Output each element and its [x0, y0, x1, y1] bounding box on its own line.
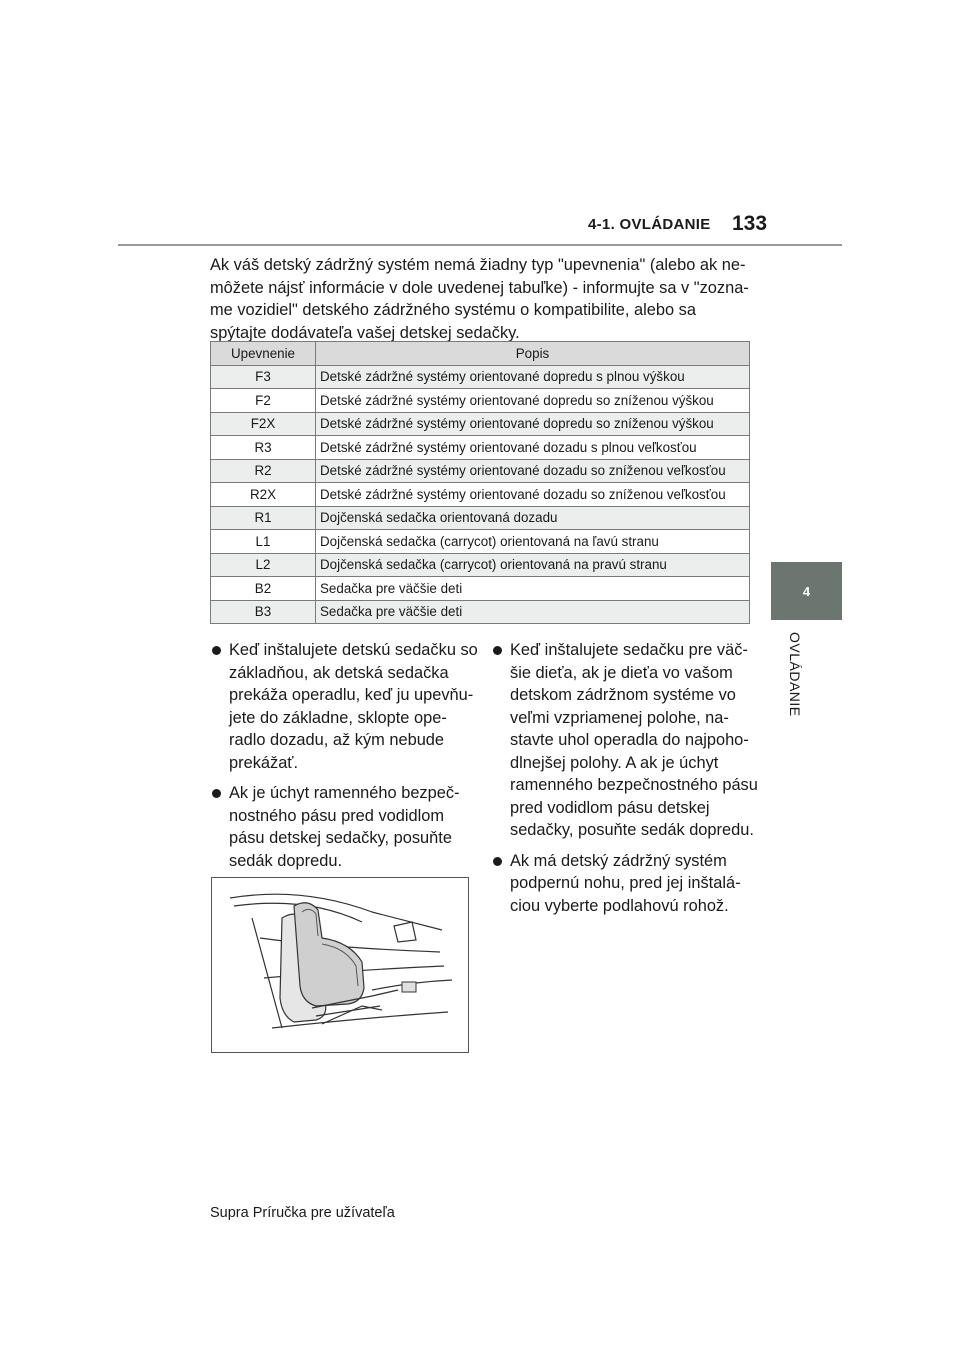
list-item [493, 850, 758, 918]
mounting-code-cell: L1 [211, 530, 316, 554]
mounting-code-cell: F2X [211, 412, 316, 436]
table-row [211, 459, 750, 483]
footer-manual-title: Supra Príručka pre užívateľa [210, 1205, 395, 1221]
bullet-icon [493, 646, 502, 655]
list-item [212, 782, 482, 872]
mounting-code-cell: L2 [211, 553, 316, 577]
page-number: 133 [732, 212, 768, 235]
mounting-table [210, 341, 750, 624]
bullet-icon [212, 646, 221, 655]
description-cell: Sedačka pre väčšie deti [316, 600, 750, 624]
bullet-list-right [493, 639, 758, 925]
table-body [211, 365, 750, 624]
table-header-description: Popis [316, 342, 750, 366]
description-cell: Detské zádržné systémy orientované dopredu s plnou výškou [316, 365, 750, 389]
bullet-text: Keď inštalujete detskú sedačku so základňou, ak detská sedačka prekáža operadlu, keď ju upevňu-jete do základne, sklopte ope-radlo dozadu, až kým nebude prekážať. [229, 641, 478, 772]
description-cell: Detské zádržné systémy orientované dozadu so zníženou veľkosťou [316, 459, 750, 483]
intro-paragraph: Ak váš detský zádržný systém nemá žiadny typ "upevnenia" (alebo ak ne-môžete nájsť informácie v dole uvedenej tabuľke) - informujte sa v "zozna-me vozidiel" detského zádržného systému o kompatibilite, alebo sa spýtajte dodávateľa vašej detskej sedačky. [210, 256, 749, 342]
section-title: 4-1. OVLÁDANIE [588, 216, 711, 233]
bullet-icon [212, 789, 221, 798]
chapter-label-text: OVLÁDANIE [787, 632, 803, 717]
mounting-code-cell: B3 [211, 600, 316, 624]
description-cell: Detské zádržné systémy orientované dozadu so zníženou veľkosťou [316, 483, 750, 507]
mounting-code-cell: R1 [211, 506, 316, 530]
bullet-list-left [212, 639, 482, 880]
mounting-code-cell: R2 [211, 459, 316, 483]
chapter-tab [771, 562, 842, 620]
description-cell: Detské zádržné systémy orientované dopredu so zníženou výškou [316, 389, 750, 413]
table-row [211, 577, 750, 601]
description-cell: Dojčenská sedačka (carrycot) orientovaná na pravú stranu [316, 553, 750, 577]
mounting-code-cell: F2 [211, 389, 316, 413]
child-seat-illustration [211, 877, 469, 1053]
bullet-icon [493, 857, 502, 866]
table-row [211, 365, 750, 389]
bullet-text: Keď inštalujete sedačku pre väč-šie dieťa, ak je dieťa vo vašom detskom zádržnom systéme vo veľmi vzpriamenej polohe, na-stavte uhol operadla do najpoho-dlnejšej polohy. A ak je úchyt ramenného bezpečnostného pásu pred vodidlom pásu detskej sedačky, posuňte sedák dopredu. [510, 641, 758, 839]
chapter-label [783, 632, 805, 732]
table-row [211, 389, 750, 413]
table-row [211, 553, 750, 577]
car-seat-drawing [212, 878, 468, 1052]
mounting-code-cell: F3 [211, 365, 316, 389]
table-header-row [211, 342, 750, 366]
bullet-text: Ak je úchyt ramenného bezpeč-nostného pásu pred vodidlom pásu detskej sedačky, posuňte sedák dopredu. [229, 784, 460, 870]
mounting-code-cell: R3 [211, 436, 316, 460]
description-cell: Sedačka pre väčšie deti [316, 577, 750, 601]
table-row [211, 412, 750, 436]
description-cell: Dojčenská sedačka (carrycot) orientovaná na ľavú stranu [316, 530, 750, 554]
list-item [493, 639, 758, 842]
header-rule [118, 244, 842, 246]
mounting-code-cell: R2X [211, 483, 316, 507]
mounting-code-cell: B2 [211, 577, 316, 601]
list-item [212, 639, 482, 774]
table-row [211, 436, 750, 460]
table-row [211, 530, 750, 554]
description-cell: Detské zádržné systémy orientované dozadu s plnou veľkosťou [316, 436, 750, 460]
table-row [211, 600, 750, 624]
table-row [211, 483, 750, 507]
description-cell: Detské zádržné systémy orientované dopredu so zníženou výškou [316, 412, 750, 436]
table-row [211, 506, 750, 530]
table-header-mounting: Upevnenie [211, 342, 316, 366]
bullet-text: Ak má detský zádržný systém podpernú nohu, pred jej inštalá-ciou vyberte podlahovú rohož. [510, 851, 741, 915]
chapter-number: 4 [802, 583, 811, 599]
description-cell: Dojčenská sedačka orientovaná dozadu [316, 506, 750, 530]
